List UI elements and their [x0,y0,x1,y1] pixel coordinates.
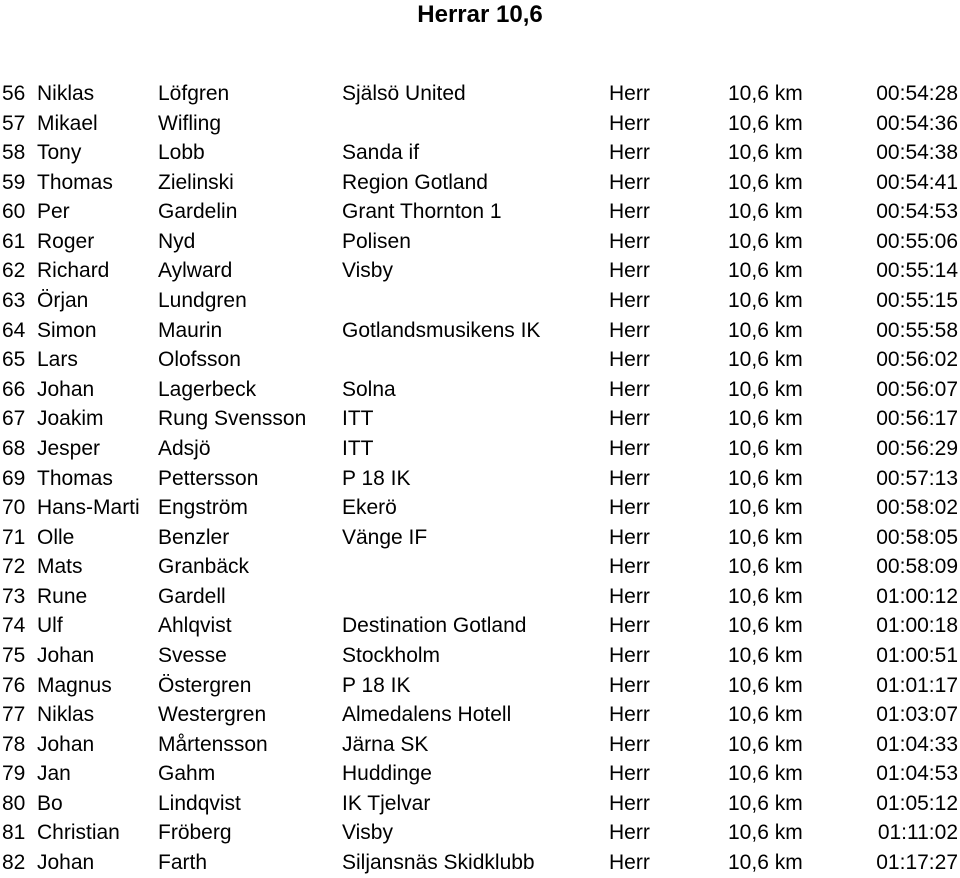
last-name: Engström [158,496,248,520]
first-name: Roger [37,229,95,253]
last-name: Lagerbeck [158,377,257,401]
list-item [0,552,960,582]
place-number: 81 [2,821,26,845]
place-number: 74 [2,614,26,638]
last-name: Löfgren [158,82,230,105]
finish-time: 00:57:13 [876,466,958,490]
last-name: Wifling [158,111,222,135]
distance-value: 10,6 km [728,348,803,372]
last-name: Maurin [158,318,223,342]
finish-time: 01:05:12 [876,791,958,815]
finish-time: 00:55:58 [876,318,958,342]
last-name: Lobb [158,141,205,165]
club-name: Vänge IF [342,525,428,549]
distance-value: 10,6 km [728,584,803,608]
finish-time: 00:54:28 [876,82,958,105]
distance-value: 10,6 km [728,259,803,283]
list-item [0,700,960,730]
place-number: 73 [2,584,26,608]
club-name: Region Gotland [342,170,488,194]
list-item [0,493,960,523]
distance-value: 10,6 km [728,762,803,786]
club-name: IK Tjelvar [342,791,431,815]
place-number: 70 [2,496,26,520]
place-number: 62 [2,259,26,283]
club-name: Ekerö [342,496,397,520]
finish-time: 00:56:02 [876,348,958,372]
list-item [0,138,960,168]
first-name: Jesper [37,436,101,460]
club-name: Siljansnäs Skidklubb [342,851,535,875]
results-list [0,79,960,878]
club-name: Solna [342,377,396,401]
distance-value: 10,6 km [728,643,803,667]
first-name: Johan [37,643,95,667]
finish-time: 00:54:41 [876,170,958,194]
club-name: Huddinge [342,762,432,786]
place-number: 82 [2,851,26,875]
club-name: P 18 IK [342,673,411,697]
list-item [0,671,960,701]
place-number: 78 [2,732,26,756]
club-name: Grant Thornton 1 [342,200,502,224]
finish-time: 00:58:09 [876,555,958,579]
distance-value: 10,6 km [728,821,803,845]
first-name: Bo [37,791,63,815]
list-item [0,523,960,553]
first-name: Rune [37,584,88,608]
first-name: Simon [37,318,97,342]
class-label: Herr [609,555,650,579]
distance-value: 10,6 km [728,703,803,727]
finish-time: 00:56:29 [876,436,958,460]
club-name: Själsö United [342,82,466,105]
list-item [0,286,960,316]
class-label: Herr [609,762,650,786]
club-name: Polisen [342,229,411,253]
first-name: Niklas [37,82,95,105]
class-label: Herr [609,229,650,253]
club-name: Visby [342,821,393,845]
last-name: Pettersson [158,466,259,490]
last-name: Gardell [158,584,226,608]
club-name: ITT [342,407,374,431]
first-name: Magnus [37,673,112,697]
finish-time: 00:54:53 [876,200,958,224]
list-item [0,79,960,109]
distance-value: 10,6 km [728,229,803,253]
distance-value: 10,6 km [728,732,803,756]
first-name: Thomas [37,466,113,490]
finish-time: 01:00:18 [876,614,958,638]
list-item [0,789,960,819]
first-name: Tony [37,141,82,165]
first-name: Mikael [37,111,98,135]
first-name: Johan [37,851,95,875]
last-name: Svesse [158,643,227,667]
place-number: 72 [2,555,26,579]
first-name: Johan [37,732,95,756]
class-label: Herr [609,673,650,697]
class-label: Herr [609,525,650,549]
first-name: Joakim [37,407,104,431]
place-number: 79 [2,762,26,786]
club-name: Stockholm [342,643,441,667]
last-name: Lundgren [158,289,247,313]
class-label: Herr [609,348,650,372]
distance-value: 10,6 km [728,170,803,194]
place-number: 71 [2,525,26,549]
class-label: Herr [609,584,650,608]
last-name: Gardelin [158,200,238,224]
class-label: Herr [609,82,650,105]
finish-time: 00:58:05 [876,525,958,549]
first-name: Ulf [37,614,63,638]
distance-value: 10,6 km [728,377,803,401]
last-name: Lindqvist [158,791,241,815]
last-name: Ahlqvist [158,614,232,638]
list-item [0,464,960,494]
place-number: 58 [2,141,26,165]
distance-value: 10,6 km [728,614,803,638]
list-item [0,197,960,227]
club-name: Destination Gotland [342,614,527,638]
finish-time: 00:54:38 [876,141,958,165]
distance-value: 10,6 km [728,82,803,105]
list-item [0,375,960,405]
distance-value: 10,6 km [728,111,803,135]
finish-time: 00:55:15 [876,289,958,313]
last-name: Nyd [158,229,196,253]
list-item [0,316,960,346]
place-number: 61 [2,229,26,253]
place-number: 63 [2,289,26,313]
distance-value: 10,6 km [728,289,803,313]
place-number: 65 [2,348,26,372]
list-item [0,759,960,789]
last-name: Westergren [158,703,267,727]
first-name: Per [37,200,70,224]
place-number: 56 [2,82,26,105]
class-label: Herr [609,200,650,224]
list-item [0,582,960,612]
distance-value: 10,6 km [728,407,803,431]
distance-value: 10,6 km [728,791,803,815]
finish-time: 00:54:36 [876,111,958,135]
last-name: Farth [158,851,208,875]
club-name: Järna SK [342,732,429,756]
finish-time: 00:55:14 [876,259,958,283]
class-label: Herr [609,643,650,667]
class-label: Herr [609,289,650,313]
class-label: Herr [609,436,650,460]
first-name: Johan [37,377,95,401]
class-label: Herr [609,732,650,756]
page-title: Herrar 10,6 [417,1,543,28]
club-name: P 18 IK [342,466,411,490]
distance-value: 10,6 km [728,436,803,460]
distance-value: 10,6 km [728,525,803,549]
finish-time: 01:04:53 [876,762,958,786]
finish-time: 01:00:51 [876,643,958,667]
place-number: 80 [2,791,26,815]
class-label: Herr [609,377,650,401]
class-label: Herr [609,791,650,815]
last-name: Aylward [158,259,233,283]
class-label: Herr [609,496,650,520]
last-name: Gahm [158,762,216,786]
first-name: Jan [37,762,71,786]
place-number: 60 [2,200,26,224]
finish-time: 01:11:02 [877,821,958,845]
class-label: Herr [609,851,650,875]
list-item [0,434,960,464]
finish-time: 00:56:17 [876,407,958,431]
first-name: Lars [37,348,78,372]
class-label: Herr [609,407,650,431]
distance-value: 10,6 km [728,673,803,697]
first-name: Olle [37,525,75,549]
class-label: Herr [609,703,650,727]
list-item [0,345,960,375]
first-name: Richard [37,259,110,283]
club-name: Almedalens Hotell [342,703,512,727]
place-number: 77 [2,703,26,727]
class-label: Herr [609,111,650,135]
last-name: Olofsson [158,348,241,372]
finish-time: 01:00:12 [876,584,958,608]
list-item [0,227,960,257]
distance-value: 10,6 km [728,200,803,224]
class-label: Herr [609,259,650,283]
class-label: Herr [609,170,650,194]
last-name: Mårtensson [158,732,268,756]
distance-value: 10,6 km [728,141,803,165]
first-name: Thomas [37,170,113,194]
distance-value: 10,6 km [728,851,803,875]
finish-time: 01:17:27 [876,851,958,875]
class-label: Herr [609,141,650,165]
list-item [0,611,960,641]
place-number: 69 [2,466,26,490]
last-name: Adsjö [158,436,211,460]
list-item [0,848,960,878]
first-name: Örjan [37,289,89,313]
finish-time: 00:58:02 [876,496,958,520]
club-name: ITT [342,436,374,460]
distance-value: 10,6 km [728,318,803,342]
club-name: Gotlandsmusikens IK [342,318,541,342]
first-name: Christian [37,821,120,845]
list-item [0,818,960,848]
list-item [0,168,960,198]
last-name: Östergren [158,673,252,697]
first-name: Hans-Marti [37,496,140,520]
list-item [0,641,960,671]
list-item [0,404,960,434]
distance-value: 10,6 km [728,555,803,579]
class-label: Herr [609,318,650,342]
distance-value: 10,6 km [728,466,803,490]
class-label: Herr [609,466,650,490]
last-name: Zielinski [158,170,234,194]
class-label: Herr [609,821,650,845]
list-item [0,256,960,286]
club-name: Visby [342,259,393,283]
class-label: Herr [609,614,650,638]
finish-time: 01:01:17 [876,673,958,697]
place-number: 67 [2,407,26,431]
place-number: 64 [2,318,26,342]
place-number: 57 [2,111,26,135]
place-number: 75 [2,643,26,667]
place-number: 59 [2,170,26,194]
club-name: Sanda if [342,141,420,165]
first-name: Mats [37,555,83,579]
distance-value: 10,6 km [728,496,803,520]
list-item [0,730,960,760]
place-number: 76 [2,673,26,697]
place-number: 66 [2,377,26,401]
list-item [0,109,960,139]
last-name: Rung Svensson [158,407,307,431]
last-name: Benzler [158,525,230,549]
finish-time: 01:04:33 [876,732,958,756]
finish-time: 00:56:07 [876,377,958,401]
place-number: 68 [2,436,26,460]
finish-time: 00:55:06 [876,229,958,253]
last-name: Fröberg [158,821,232,845]
first-name: Niklas [37,703,95,727]
last-name: Granbäck [158,555,250,579]
finish-time: 01:03:07 [876,703,958,727]
